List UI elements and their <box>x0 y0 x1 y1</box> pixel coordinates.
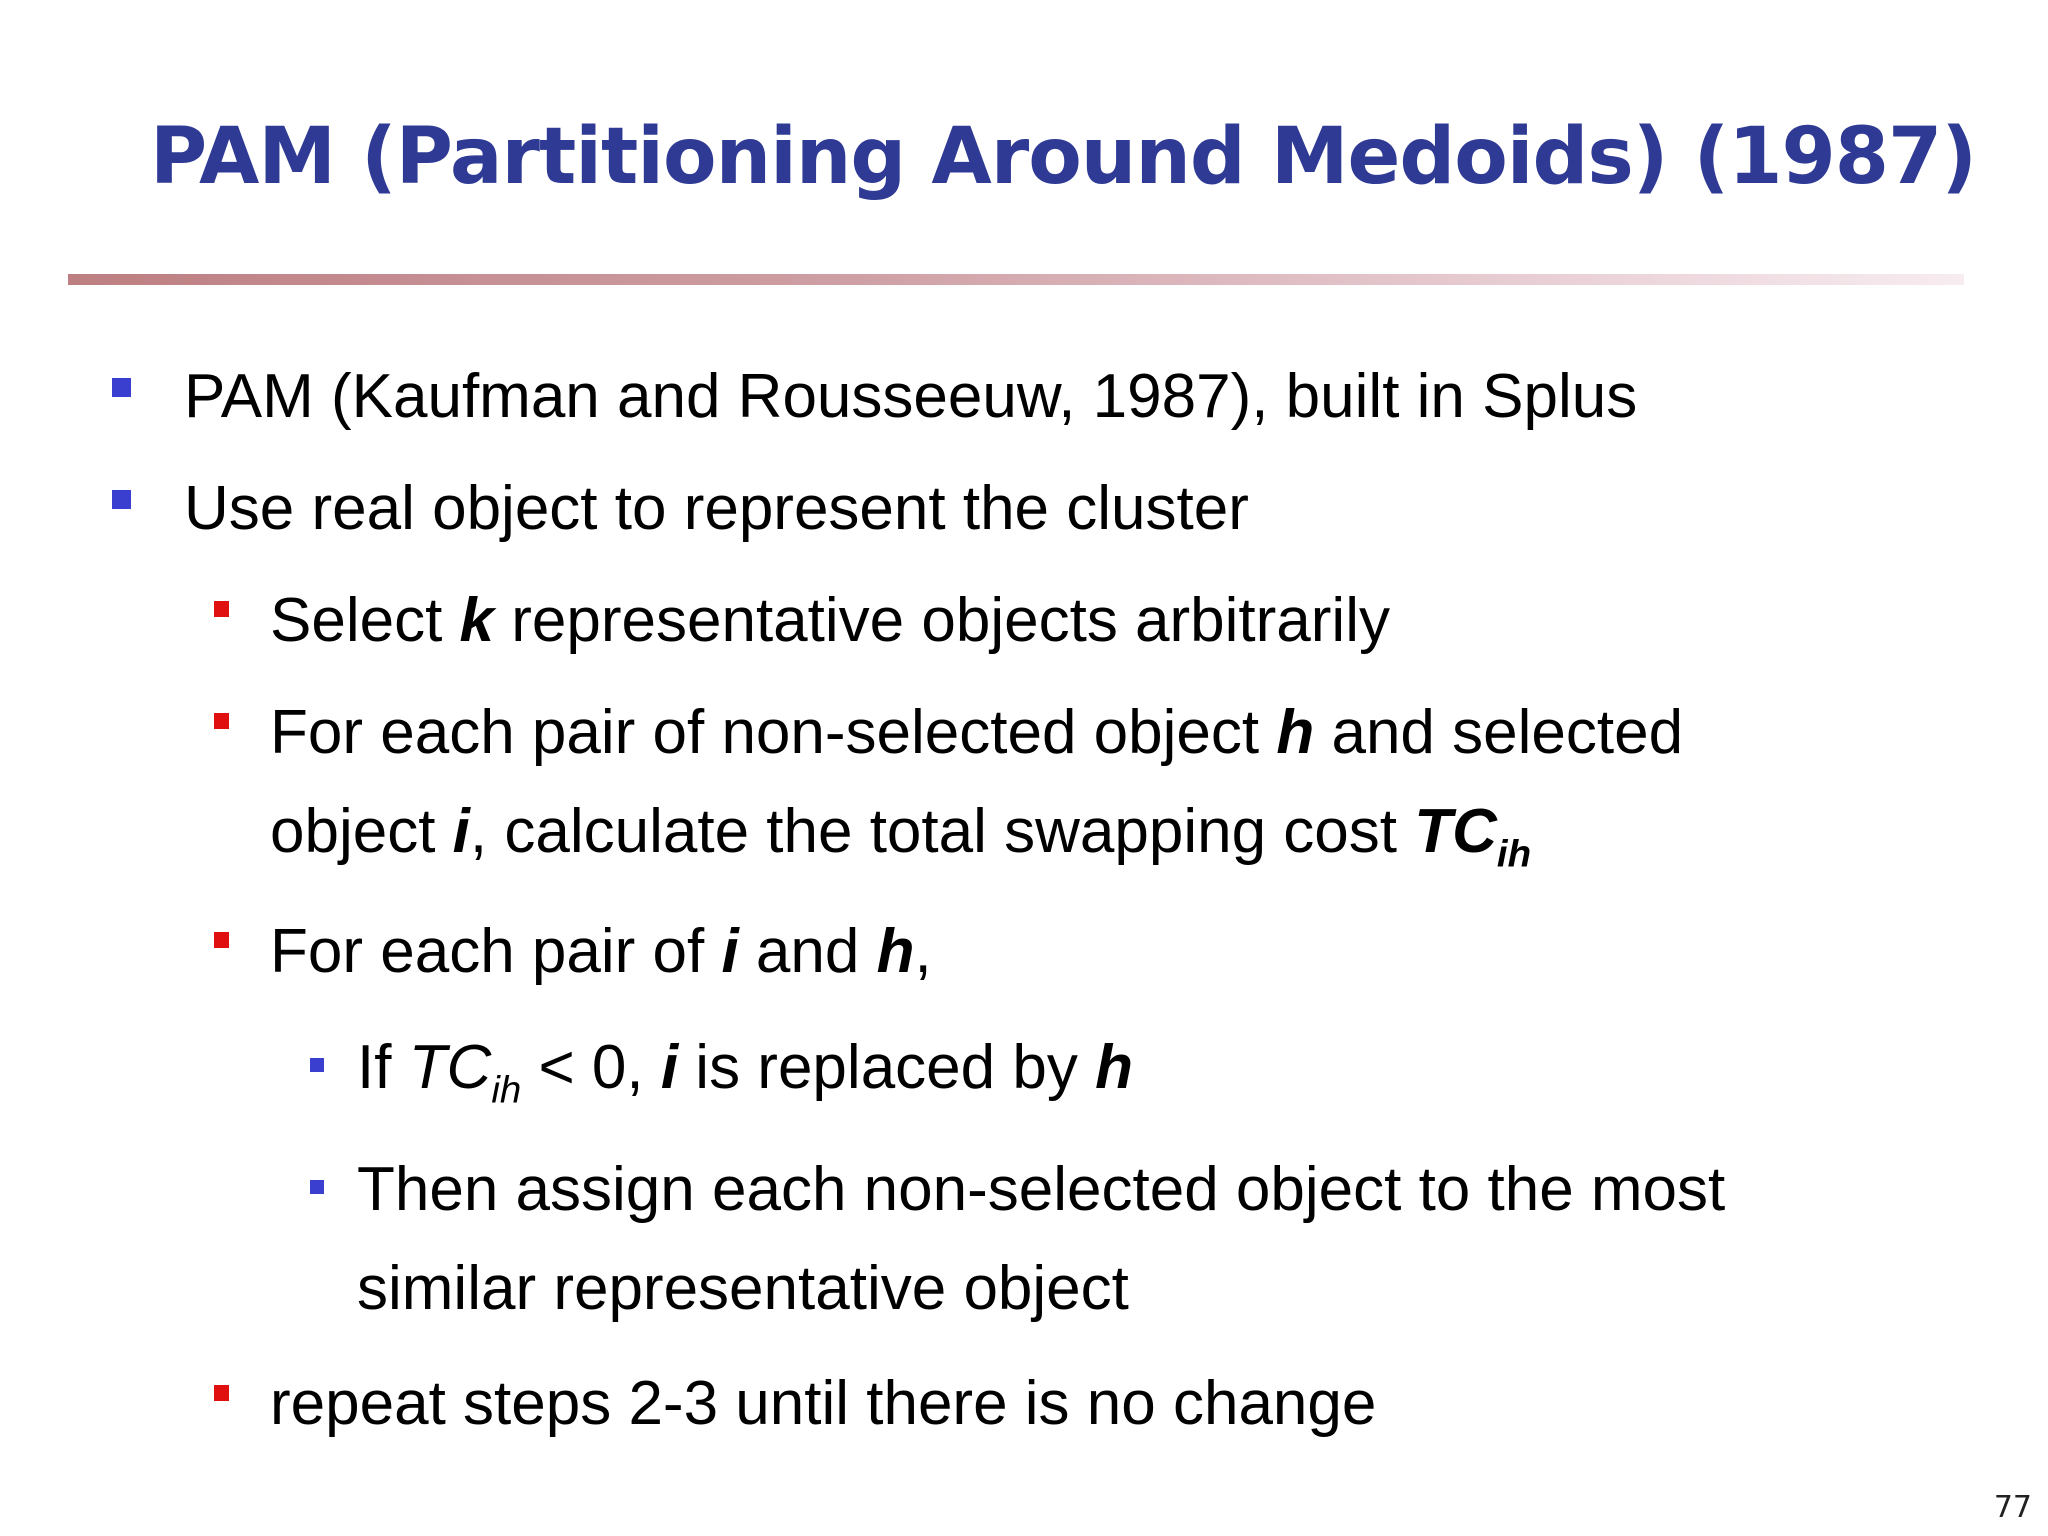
bullet-then-assign-line2 <box>357 1254 1129 1323</box>
slide-title: PAM (Partitioning Around Medoids) (1987) <box>150 112 1976 202</box>
bullet-then-assign-line1 <box>357 1155 1726 1224</box>
variable-i: i <box>721 917 739 986</box>
text-segment: and <box>738 917 877 986</box>
text-segment: , calculate the total swapping cost <box>469 797 1415 866</box>
variable-k: k <box>459 586 495 655</box>
variable-h: h <box>876 917 915 986</box>
bullet-square-icon <box>310 1058 324 1072</box>
subscript-ih: ih <box>1496 832 1532 876</box>
bullet-if-tc-negative <box>357 1033 1133 1112</box>
bullet-text: PAM (Kaufman and Rousseeuw, 1987), built in Splus <box>184 362 1638 431</box>
bullet-square-icon <box>214 1385 229 1401</box>
bullet-use-real-object <box>184 474 1249 543</box>
bullet-square-icon <box>214 932 229 948</box>
bullet-square-icon <box>310 1180 324 1194</box>
page-number: 77 <box>1993 1490 2032 1525</box>
bullet-square-icon <box>112 490 131 509</box>
bullet-select-k <box>270 586 1390 655</box>
text-segment: Select <box>270 586 460 655</box>
bullet-pam-kaufman <box>184 362 1638 431</box>
bullet-for-each-pair-line1 <box>270 698 1684 767</box>
bullet-text: Use real object to represent the cluster <box>184 474 1249 543</box>
variable-tc: TC <box>1414 797 1497 866</box>
text-segment: < 0, <box>521 1033 661 1102</box>
text-segment: Then assign each non-selected object to the most <box>357 1155 1726 1224</box>
text-segment: repeat steps 2-3 until there is no change <box>270 1369 1377 1438</box>
variable-h: h <box>1095 1033 1133 1102</box>
variable-i: i <box>660 1033 679 1102</box>
text-segment: , <box>914 917 932 986</box>
bullet-for-each-pair-line2 <box>270 797 1532 876</box>
subscript-ih: ih <box>491 1068 522 1112</box>
text-segment: For each pair of <box>270 917 722 986</box>
bullet-square-icon <box>214 713 229 729</box>
text-segment: If <box>357 1033 409 1102</box>
text-segment: and selected <box>1314 698 1684 767</box>
text-segment: is replaced by <box>678 1033 1096 1102</box>
bullet-square-icon <box>214 601 229 617</box>
variable-tc: TC <box>408 1033 492 1102</box>
title-divider <box>68 274 1964 285</box>
text-segment: object <box>270 797 453 866</box>
bullet-for-each-pair-i-h <box>270 917 932 986</box>
bullet-square-icon <box>112 378 131 397</box>
variable-i: i <box>452 797 470 866</box>
bullet-repeat-steps <box>270 1369 1377 1438</box>
variable-h: h <box>1276 698 1315 767</box>
text-segment: For each pair of non-selected object <box>270 698 1277 767</box>
text-segment: representative objects arbitrarily <box>494 586 1390 655</box>
text-segment: similar representative object <box>357 1254 1129 1323</box>
